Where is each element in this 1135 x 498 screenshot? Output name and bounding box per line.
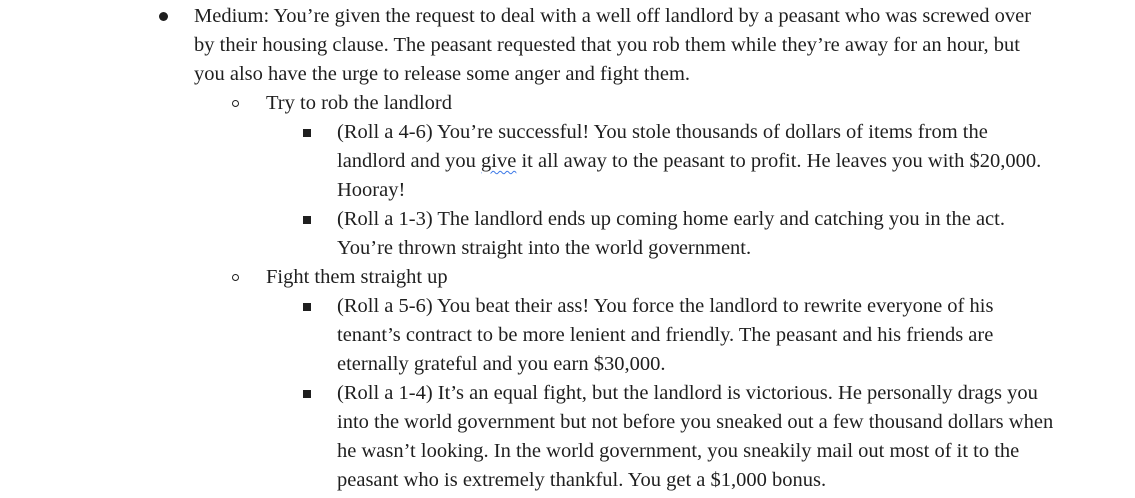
- outcome-fight-lose-text[interactable]: (Roll a 1-4) It’s an equal fight, but the landlord is victorious. He personally drags you into the world government but not before you sneaked out a few thousand dollars when he wasn’t looking. In the world government, you sneakily mail out most of it to the peasant who is extremely thankful. You get a $1,000 bonus.: [337, 382, 1054, 491]
- list-item-option-rob: [0, 89, 1056, 118]
- bullet-circle-icon: [229, 263, 241, 292]
- list-item-medium: [0, 2, 1054, 89]
- outcome-rob-success-after: it all away to the peasant to profit. He leaves you with $20,000. Hooray!: [337, 150, 1042, 201]
- medium-description[interactable]: Medium: You’re given the request to deal with a well off landlord by a peasant who was screwed over by their housing clause. The peasant requested that you rob them while they’re away for an hour, but you also have the urge to release some anger and fight them.: [194, 5, 1032, 85]
- outcome-rob-success-before: (Roll a 4-6) You’re successful! You stole thousands of dollars of items from the landlord and you: [337, 121, 988, 172]
- option-fight-label[interactable]: Fight them straight up: [266, 266, 448, 288]
- outcome-rob-fail-text[interactable]: (Roll a 1-3) The landlord ends up coming home early and catching you in the act. You’re thrown straight into the world government.: [337, 208, 1005, 259]
- option-rob-label[interactable]: Try to rob the landlord: [266, 92, 453, 114]
- bullet-square-icon: [301, 205, 313, 234]
- bullet-circle-icon: [229, 89, 241, 118]
- list-item-option-fight: [0, 263, 1056, 292]
- bullet-square-icon: [301, 292, 313, 321]
- list-item-outcome-rob-fail: [0, 205, 1055, 263]
- outcome-fight-win-text[interactable]: (Roll a 5-6) You beat their ass! You force the landlord to rewrite everyone of his tenant’s contract to be more lenient and friendly. The peasant and his friends are eternally grateful and you earn $30,000.: [337, 295, 994, 375]
- list-item-outcome-fight-lose: [0, 379, 1055, 495]
- list-item-outcome-rob-success: [0, 118, 1055, 205]
- spellcheck-flagged-word[interactable]: give: [481, 150, 517, 172]
- bullet-square-icon: [301, 379, 313, 408]
- bullet-square-icon: [301, 118, 313, 147]
- outcome-rob-success-text[interactable]: [337, 121, 1041, 201]
- document-body: [0, 2, 1135, 495]
- bullet-dot-icon: [157, 2, 169, 31]
- list-item-outcome-fight-win: [0, 292, 1055, 379]
